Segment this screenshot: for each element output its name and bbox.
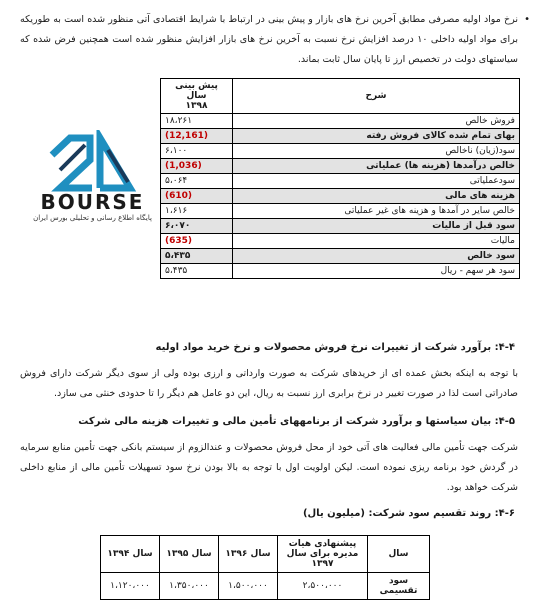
dividend-cell: ۱،۵۰۰،۰۰۰ [219,573,278,600]
section-4-5-heading: ۴-۵: بیان سیاستها و برآورد شرکت از برنامههای تأمین مالی و تغییرات هزینه مالی شرکت [78,416,515,427]
dividend-header: سال [368,536,430,573]
forecast-row-label: سود(زیان) ناخالص [233,144,520,159]
forecast-header-year: پیش بینی سال ۱۳۹۸ [161,79,233,114]
forecast-row [161,129,520,144]
section-4-4-text: با توجه به اینکه بخش عمده ای از خریدهای شرکت به صورت وارداتی و ارزی بوده ولی از سوی دیگر شرکت دارای فروش صادراتی است لذا در صورت تغییر در نرخ برابری ارز نسبت به ریال، این دو عامل هم دیگر را تا حدودی خنثی می سازد. [20,368,518,399]
section-4-4-heading: ۴-۴: برآورد شرکت از تغییرات نرخ فروش محصولات و نرخ خرید مواد اولیه [155,342,515,353]
forecast-row-label: سود خالص [233,249,520,264]
forecast-row-label: سود هر سهم - ریال [233,264,520,279]
logo-subtitle: پایگاه اطلاع رسانی و تحلیلی بورس ایران [33,214,152,222]
dividend-cell: ۱،۱۲۰،۰۰۰ [101,573,160,600]
dividend-header: سال ۱۳۹۶ [219,536,278,573]
forecast-row [161,159,520,174]
forecast-row [161,189,520,204]
forecast-row-label: سود قبل از مالیات [233,219,520,234]
forecast-row-label: خالص درآمدها (هزینه ها) عملیاتی [233,159,520,174]
forecast-row-value: ۵،۴۳۵ [161,264,233,279]
dividend-header: سال ۱۳۹۴ [101,536,160,573]
forecast-row [161,114,520,129]
forecast-row-value: ۱،۶۱۶ [161,204,233,219]
forecast-header-description: شرح [233,79,520,114]
forecast-row-value: ۱۸،۲۶۱ [161,114,233,129]
dividend-cell: ۲،۵۰۰،۰۰۰ [278,573,368,600]
dividend-table [100,535,430,600]
forecast-row-value: (635) [161,234,233,249]
forecast-row [161,219,520,234]
forecast-row-value: (610) [161,189,233,204]
intro-paragraph: • نرخ مواد اولیه مصرفی مطابق آخرین نرخ های بازار و پیش بینی در ارتباط با شرایط اقتصادی آتی منظور شده است به طوریکه برای مواد اولیه داخلی ۱۰ درصد افزایش نرخ نسبت به آخرین نرخ های بازار افزایش منظور شده است همچنین فرض شده که سیاستهای دولت در تخصیص ارز تا پایان سال ثابت بماند. [20,10,518,70]
forecast-row [161,174,520,189]
forecast-row [161,234,520,249]
dividend-cell: ۱،۳۵۰،۰۰۰ [160,573,219,600]
forecast-row [161,264,520,279]
forecast-row-value: ۶،۰۷۰ [161,219,233,234]
logo-wordmark: BOURSE [40,190,145,214]
forecast-row [161,204,520,219]
dividend-header: سال ۱۳۹۵ [160,536,219,573]
dividend-row-label: سود تقسیمی [368,573,430,600]
forecast-row-label: سودعملیاتی [233,174,520,189]
forecast-row-value: (12,161) [161,129,233,144]
dividend-header: پیشنهادی هیات مدیره برای سال ۱۳۹۷ [278,536,368,573]
forecast-row [161,144,520,159]
section-4-6-heading: ۴-۶: روند تقسیم سود شرکت: (میلیون یال) [302,508,515,519]
forecast-row-label: فروش خالص [233,114,520,129]
forecast-row-label: بهای تمام شده کالای فروش رفته [233,129,520,144]
forecast-row-value: ۵،۴۳۵ [161,249,233,264]
forecast-row-value: ۶،۱۰۰ [161,144,233,159]
forecast-row-label: خالص سایر در آمدها و هزینه های غیر عملیاتی [233,204,520,219]
forecast-row-value: (1,036) [161,159,233,174]
forecast-row [161,249,520,264]
section-4-5-text: شرکت جهت تأمین مالی فعالیت های آتی خود از محل فروش محصولات و عندالزوم از سیستم بانکی جهت تأمین منابع سرمایه در گردش خود برنامه ریزی نموده است. لیکن اولویت اول با توجه به بالا بودن نرخ سود تسهیلات تأمین مالی از منابع داخلی شرکت خواهد بود. [20,442,518,493]
forecast-row-label: هزینه های مالی [233,189,520,204]
forecast-row-value: ۵،۰۶۴ [161,174,233,189]
forecast-row-label: مالیات [233,234,520,249]
forecast-table [160,78,520,279]
